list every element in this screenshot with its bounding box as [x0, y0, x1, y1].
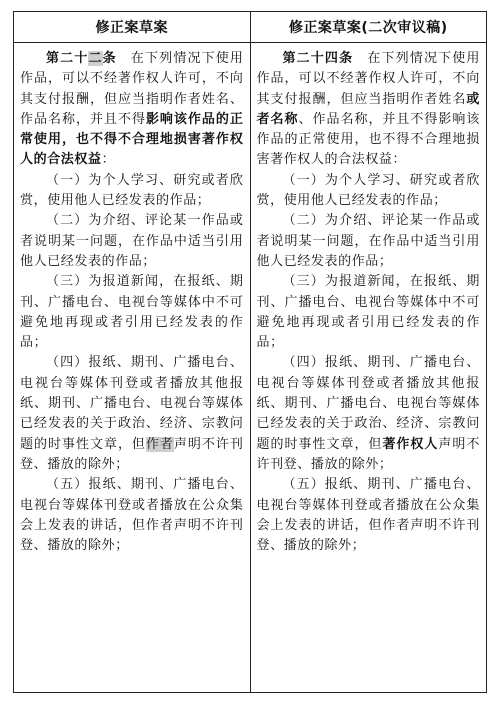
intro-rest: 、作品名称，并且不得影响该作品的正常使用，也不得不合理地损害著作权人的合法权益：	[256, 111, 480, 168]
right-item-2: （二）为介绍、评论某一作品或者说明某一问题，在作品中适当引用他人已经发表的作品；	[256, 213, 480, 269]
right-item-4	[257, 353, 481, 475]
right-item-5: （五）报纸、期刊、广播电台、电视台等媒体刊登或者播放在公众集会上发表的讲话，但作者声明不许刊登、播放的除外；	[256, 477, 480, 554]
item-4-text: （四）报纸、期刊、广播电台、电视台等媒体刊登或者播放其他报纸、期刊、广播电台、电视台等媒体已经发表的关于政治、经济、宗教问题的时事性文章，但	[20, 355, 244, 452]
intro-end: ：	[101, 152, 116, 168]
right-column	[250, 43, 487, 692]
left-item-1: （一）为个人学习、研究或者欣赏，使用他人已经发表的作品；	[20, 172, 244, 209]
intro-text: 在下列情况下使用作品，可以不经著作权人许可，不向其支付报酬，但应当指明作者姓名、作品名称，并且不得	[20, 51, 244, 127]
bold-insertion: 或者名称	[256, 91, 480, 127]
right-article-intro	[257, 49, 481, 171]
highlighted-author: 作者	[145, 436, 174, 452]
left-item-2: （二）为介绍、评论某一作品或者说明某一问题，在作品中适当引用他人已经发表的作品；	[20, 213, 244, 269]
table-body	[14, 43, 486, 692]
left-article-intro	[20, 49, 244, 171]
item-4-text: （四）报纸、期刊、广播电台、电视台等媒体刊登或者播放其他报纸、期刊、广播电台、电视台等媒体已经发表的关于政治、经济、宗教问题的时事性文章，但	[256, 355, 480, 452]
item-4-end: 声明不许刊登、播放的除外；	[20, 436, 244, 472]
bold-clause: 影响该作品的正常使用，也不得不合理地损害著作权人的合法权益	[20, 111, 244, 168]
article-suffix: 条	[102, 51, 117, 66]
left-item-3: （三）为报道新闻，在报纸、期刊、广播电台、电视台等媒体中不可避免地再现或者引用已经发表的作品；	[20, 274, 244, 351]
header-left: 修正案草案	[95, 20, 168, 36]
header-right: 修正案草案(二次审议稿)	[250, 12, 487, 42]
intro-text: 在下列情况下使用作品，可以不经著作权人许可，不向其支付报酬，但应当指明作者姓名	[256, 51, 480, 107]
right-item-3: （三）为报道新闻，在报纸、期刊、广播电台、电视台等媒体中不可避免地再现或者引用已经发表的作品；	[256, 274, 480, 351]
left-column	[14, 43, 250, 692]
left-item-4	[20, 353, 244, 475]
highlighted-digit: 二	[88, 51, 103, 66]
right-item-1: （一）为个人学习、研究或者欣赏，使用他人已经发表的作品；	[256, 172, 480, 209]
bold-copyright-holder: 著作权人	[382, 436, 439, 452]
article-number: 第二十四条	[282, 51, 354, 66]
article-number: 第二十	[46, 51, 89, 66]
item-4-end: 声明不许刊登、播放的除外；	[256, 436, 480, 472]
comparison-table	[13, 11, 487, 693]
left-item-5: （五）报纸、期刊、广播电台、电视台等媒体刊登或者播放在公众集会上发表的讲话，但作者声明不许刊登、播放的除外；	[20, 477, 244, 554]
table-header	[14, 12, 486, 43]
